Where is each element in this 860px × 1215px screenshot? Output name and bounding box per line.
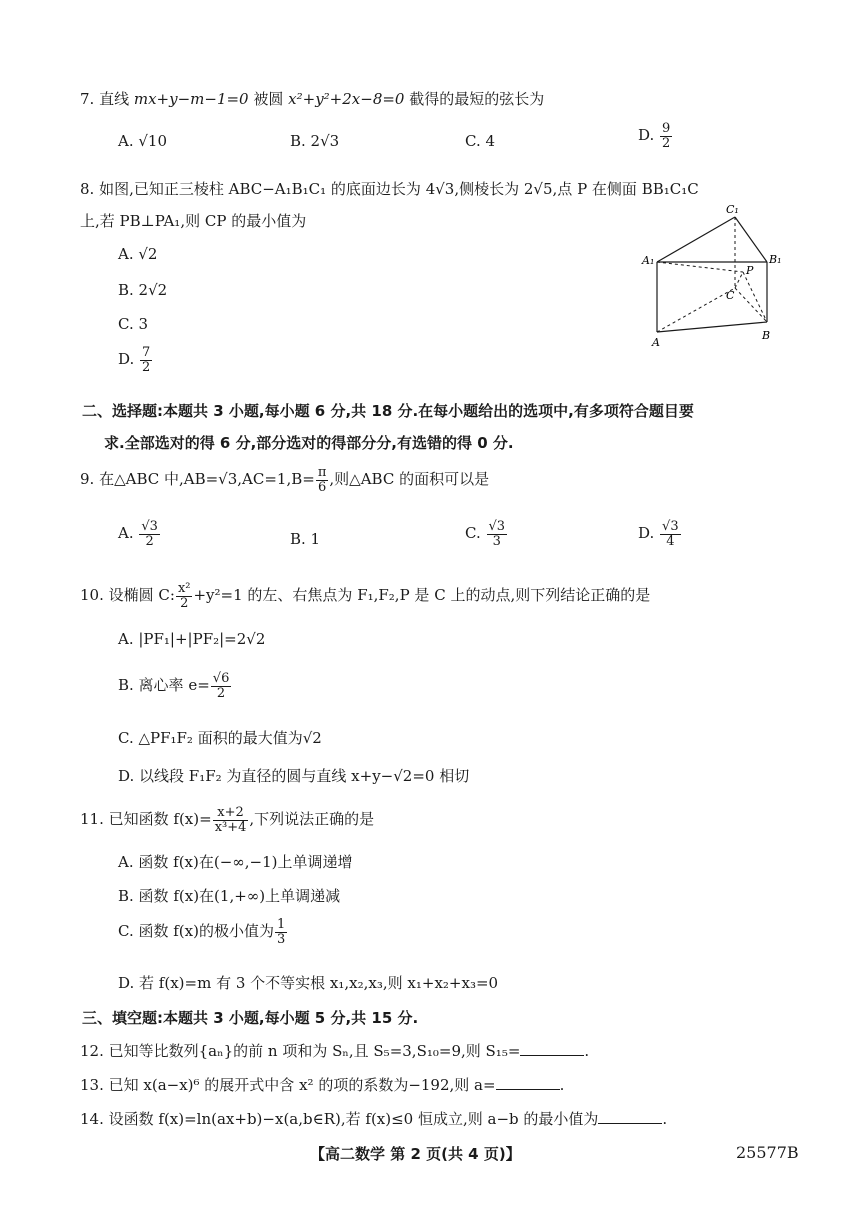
q7-option-d-fraction	[660, 122, 672, 150]
q9-angle-num: π	[317, 465, 327, 480]
q9-option-c-num: √3	[488, 519, 506, 534]
q9-suffix: ,则△ABC 的面积可以是	[329, 470, 490, 489]
q9-option-a-den: 2	[145, 533, 154, 549]
fig-label-c: C	[726, 289, 735, 302]
q7-suffix: 截得的最短的弦长为	[404, 90, 545, 108]
q9-option-c-fraction	[487, 520, 508, 548]
footer-paper-code: 25577B	[736, 1143, 799, 1162]
q10-ellipse-fraction	[176, 582, 193, 610]
q9-option-b: B. 1	[290, 530, 321, 548]
q7-stem	[80, 88, 544, 109]
q10-option-a: A. |PF₁|+|PF₂|=2√2	[118, 630, 266, 648]
q9-option-c	[465, 520, 508, 548]
q12-answer-blank[interactable]	[520, 1043, 584, 1056]
q14-stem	[80, 1108, 667, 1129]
q7-line-equation: mx+y−m−1=0	[133, 90, 249, 108]
fig-label-a: A	[652, 336, 660, 349]
q10-ellipse-num: x²	[177, 581, 191, 596]
q10-prefix: 10. 设椭圆 C:	[80, 586, 175, 605]
q8-option-d-den: 2	[142, 359, 151, 375]
q9-option-d-fraction	[660, 520, 681, 548]
q7-mid: 被圆	[248, 90, 289, 108]
q13-end: .	[559, 1076, 565, 1094]
q11-option-c-fraction	[275, 918, 287, 946]
q11-suffix: ,下列说法正确的是	[249, 810, 375, 829]
q8-option-d	[118, 346, 153, 374]
q9-option-a-num: √3	[141, 519, 158, 534]
q11-prefix: 11. 已知函数 f(x)=	[80, 810, 212, 829]
q11-stem	[80, 806, 374, 834]
q10-option-b-den: 2	[216, 685, 226, 701]
q13-stem	[80, 1074, 564, 1095]
q9-option-d-den: 4	[666, 533, 675, 549]
q8-option-d-num: 7	[142, 345, 151, 360]
q10-option-c: C. △PF₁F₂ 面积的最大值为√2	[118, 729, 322, 747]
q13-answer-blank[interactable]	[496, 1077, 560, 1090]
q10-option-b-fraction	[211, 672, 232, 700]
q8-option-c: C. 3	[118, 315, 149, 333]
q9-stem	[80, 466, 489, 494]
q8-option-d-fraction	[140, 346, 152, 374]
q9-angle-fraction	[316, 466, 329, 494]
q9-prefix: 9. 在△ABC 中,AB=√3,AC=1,B=	[80, 470, 315, 489]
q11-option-c-den: 3	[276, 931, 286, 947]
q7-option-d-label: D.	[638, 126, 655, 145]
q9-option-a-label: A.	[118, 524, 134, 543]
q11-option-d: D. 若 f(x)=m 有 3 个不等实根 x₁,x₂,x₃,则 x₁+x₂+x₃=0	[118, 974, 499, 992]
fig-label-a1: A₁	[642, 254, 655, 267]
q12-text: 12. 已知等比数列{aₙ}的前 n 项和为 Sₙ,且 S₅=3,S₁₀=9,则 S₁₅=	[80, 1042, 521, 1060]
q12-end: .	[584, 1042, 590, 1060]
q14-end: .	[662, 1110, 668, 1128]
footer-page-info: 【高二数学 第 2 页(共 4 页)】	[310, 1145, 521, 1163]
q11-function-fraction	[213, 806, 249, 834]
q8-stem-line2: 上,若 PB⊥PA₁,则 CP 的最小值为	[80, 212, 307, 230]
q7-option-b: B. 2√3	[290, 132, 340, 150]
q8-prism-figure	[640, 200, 780, 350]
fig-label-b1: B₁	[769, 253, 782, 266]
q9-option-d	[638, 520, 682, 548]
q10-option-b-num: √6	[212, 671, 230, 686]
q8-stem-line1: 8. 如图,已知正三棱柱 ABC−A₁B₁C₁ 的底面边长为 4√3,侧棱长为 2√5,点 P 在侧面 BB₁C₁C	[80, 180, 699, 198]
q7-option-d-den: 2	[662, 135, 671, 151]
section2-line2: 求.全部选对的得 6 分,部分选对的得部分分,有选错的得 0 分.	[104, 434, 514, 452]
q12-stem	[80, 1040, 589, 1061]
section2-line1: 二、选择题:本题共 3 小题,每小题 6 分,共 18 分.在每小题给出的选项中,有多项符合题目要	[82, 402, 694, 420]
q9-option-c-den: 3	[492, 533, 501, 549]
q10-option-b	[118, 672, 232, 700]
q7-option-d-num: 9	[662, 121, 671, 136]
q13-text: 13. 已知 x(a−x)⁶ 的展开式中含 x² 的项的系数为−192,则 a=	[80, 1076, 496, 1094]
q11-option-c	[118, 918, 288, 946]
q8-option-d-label: D.	[118, 350, 135, 369]
q14-text: 14. 设函数 f(x)=ln(ax+b)−x(a,b∈R),若 f(x)≤0 恒成立,则 a−b 的最小值为	[80, 1110, 599, 1128]
fig-label-b: B	[762, 329, 771, 342]
q9-option-a	[118, 520, 161, 548]
q9-option-d-label: D.	[638, 524, 655, 543]
fig-label-c1: C₁	[726, 203, 739, 216]
q10-option-b-prefix: B. 离心率 e=	[118, 676, 210, 695]
q7-option-d	[638, 122, 673, 150]
q8-option-a: A. √2	[118, 245, 158, 263]
q9-option-a-fraction	[139, 520, 160, 548]
q10-option-d: D. 以线段 F₁F₂ 为直径的圆与直线 x+y−√2=0 相切	[118, 767, 470, 785]
q11-option-b: B. 函数 f(x)在(1,+∞)上单调递减	[118, 887, 341, 905]
fig-label-p: P	[746, 264, 754, 277]
q11-option-c-num: 1	[276, 917, 286, 932]
q7-option-c: C. 4	[465, 132, 496, 150]
q10-suffix: +y²=1 的左、右焦点为 F₁,F₂,P 是 C 上的动点,则下列结论正确的是	[193, 586, 651, 605]
q9-option-d-num: √3	[662, 519, 679, 534]
q11-function-num: x+2	[213, 806, 249, 821]
q7-circle-equation: x²+y²+2x−8=0	[288, 90, 405, 108]
q11-option-a: A. 函数 f(x)在(−∞,−1)上单调递增	[118, 853, 353, 871]
q14-answer-blank[interactable]	[598, 1111, 662, 1124]
q9-option-c-label: C.	[465, 524, 481, 543]
q7-option-a: A. √10	[118, 132, 168, 150]
section3-header: 三、填空题:本题共 3 小题,每小题 5 分,共 15 分.	[82, 1009, 419, 1027]
q11-function-den: x³+4	[214, 819, 247, 835]
q8-option-b: B. 2√2	[118, 281, 168, 299]
q10-ellipse-den: 2	[180, 595, 189, 611]
q10-stem	[80, 582, 650, 610]
q7-prefix: 7. 直线	[80, 90, 134, 108]
q9-angle-den: 6	[317, 479, 327, 495]
q11-option-c-prefix: C. 函数 f(x)的极小值为	[118, 922, 274, 941]
